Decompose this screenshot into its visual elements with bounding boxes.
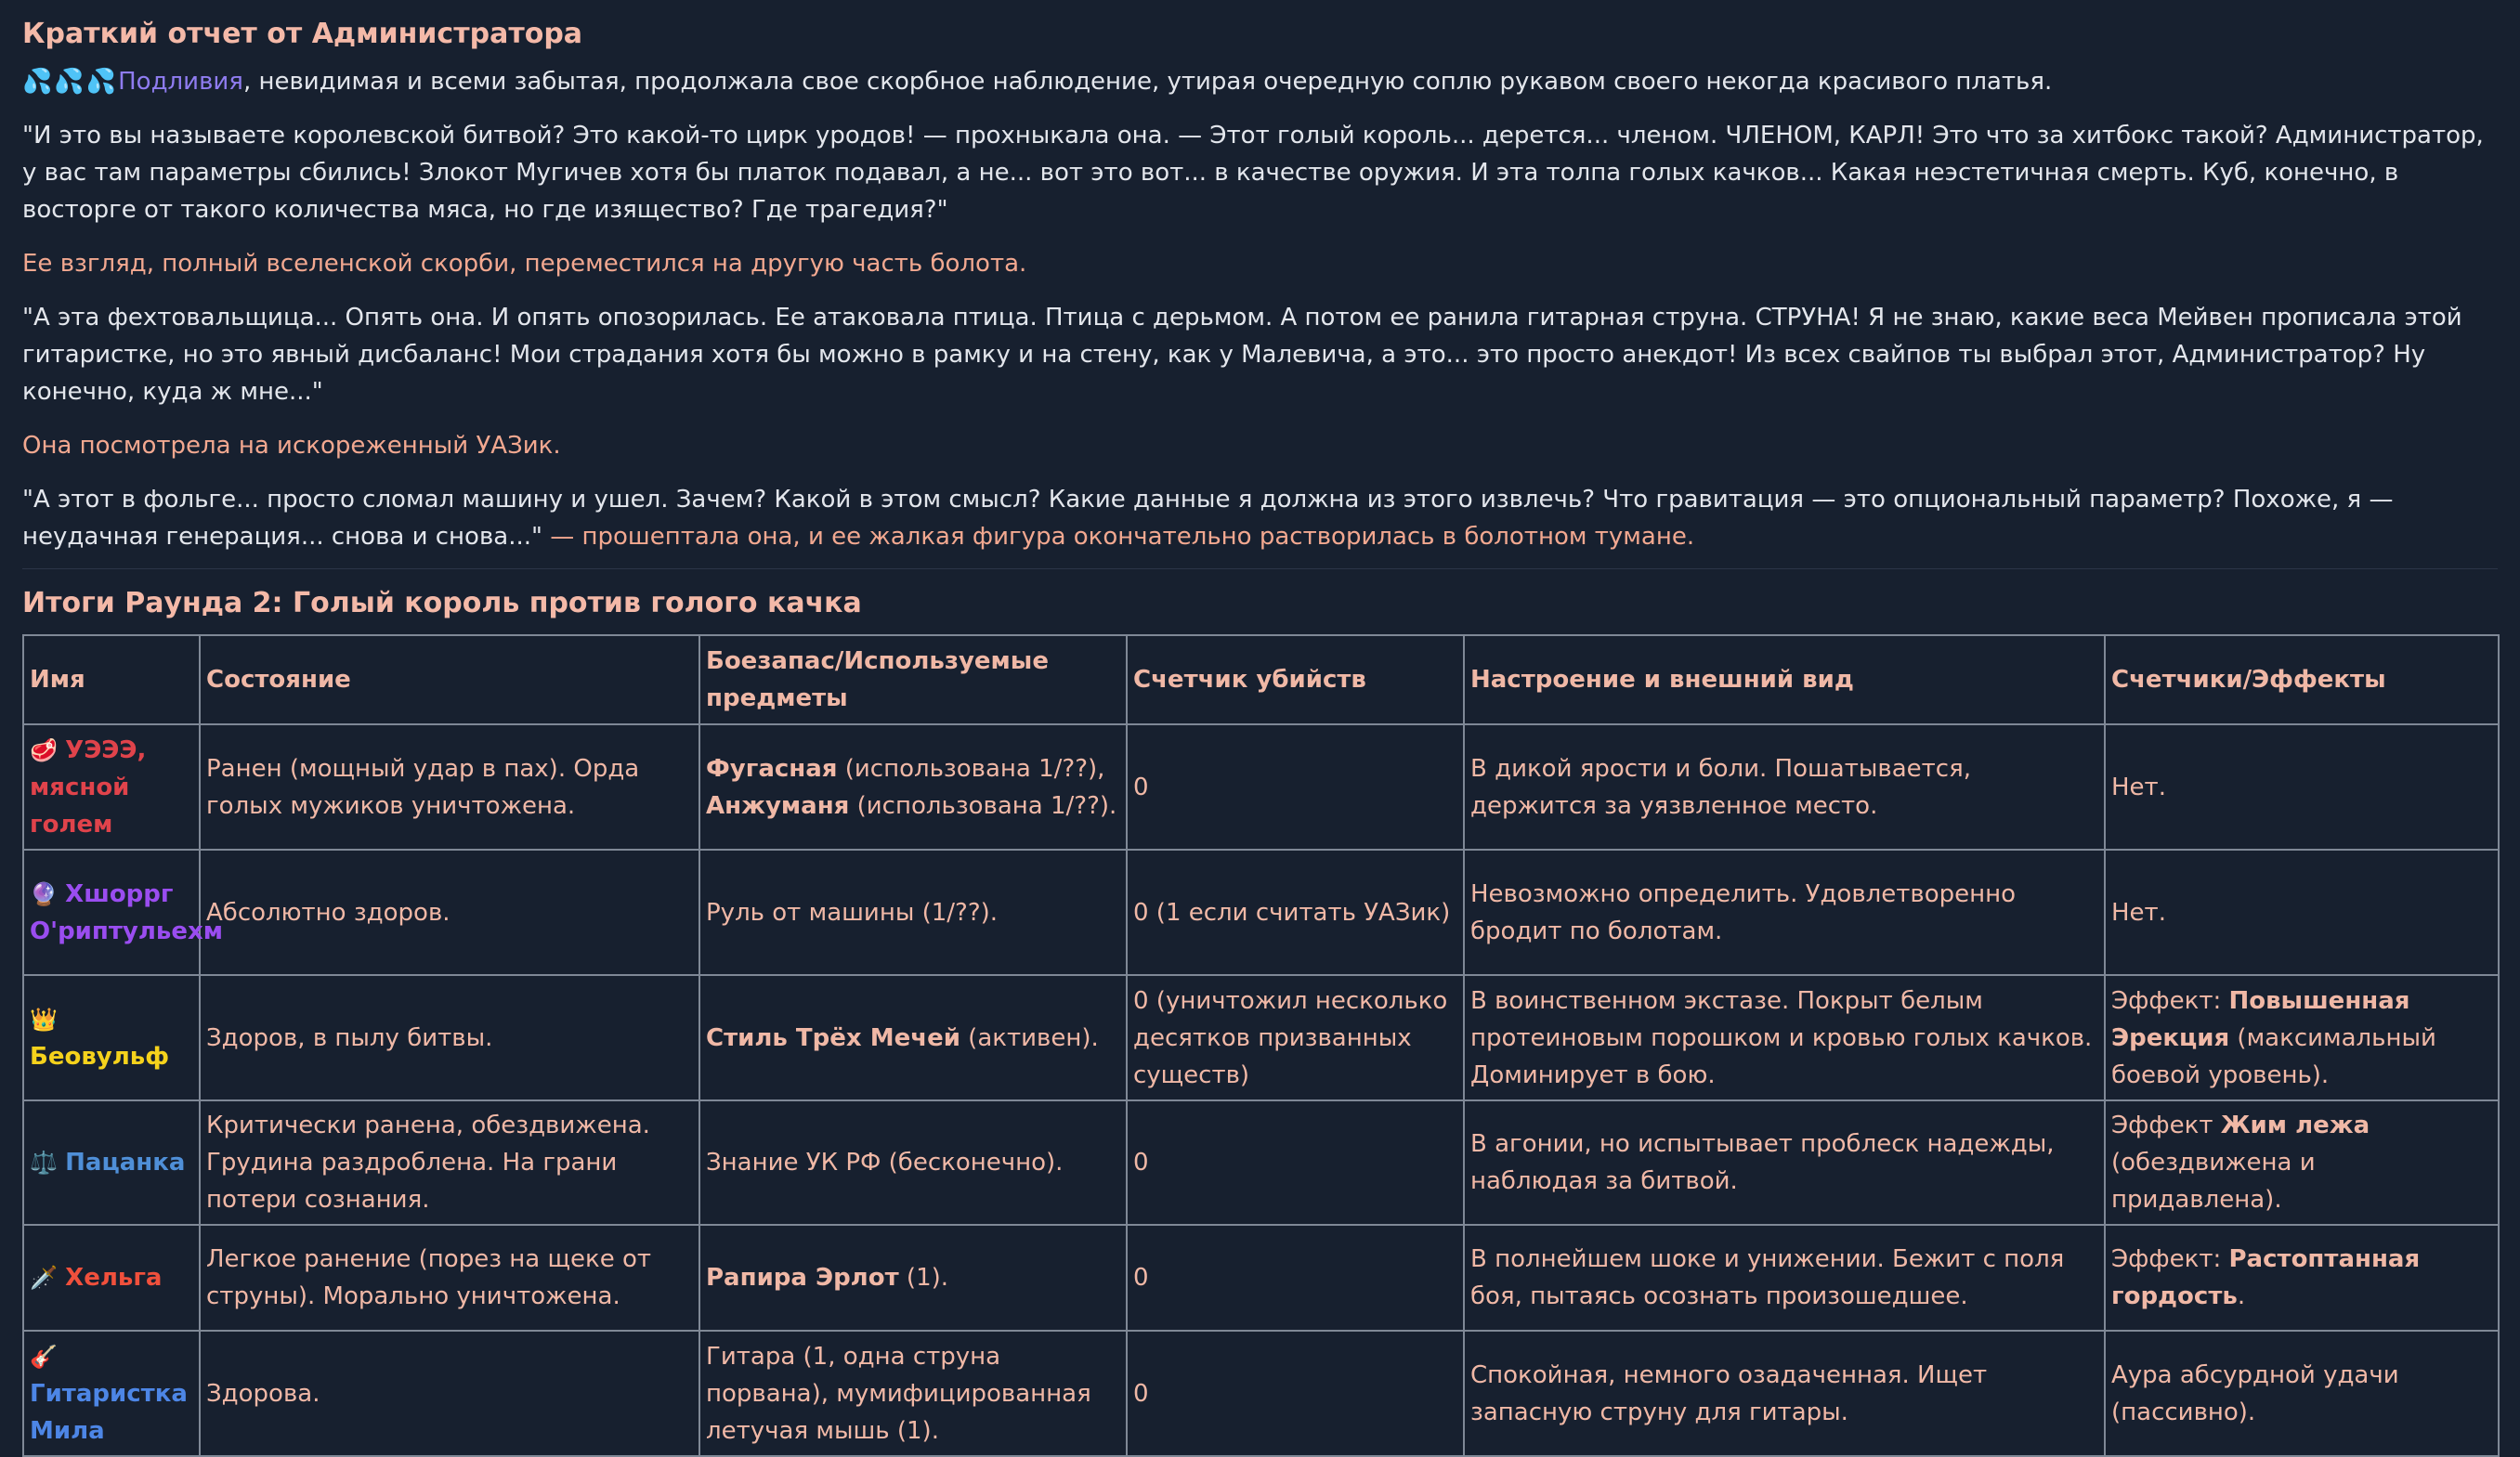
- cell-kills: 0: [1127, 1225, 1464, 1331]
- cell-mood: Невозможно определить. Удовлетворенно бродит по болотам.: [1464, 850, 2105, 975]
- scales-icon: ⚖️: [30, 1150, 58, 1176]
- cell-mood: В агонии, но испытывает проблеск надежды, наблюдая за битвой.: [1464, 1100, 2105, 1225]
- cell-effects: Эффект: Повышенная Эрекция (максимальный боевой уровень).: [2105, 975, 2499, 1100]
- table-row: [23, 975, 2499, 1100]
- podliviya-name: Подливия: [118, 68, 243, 96]
- report-paragraph-6: "А этот в фольге... просто сломал машину и ушел. Зачем? Какой в этом смысл? Какие данные я должна из этого извлечь? Что гравитация — это опциональный параметр? Похоже, я — неудачная генерация... снова и снова..." — прошептала она, и ее жалкая фигура окончательно растворилась в болотном тумане.: [22, 486, 2394, 551]
- report-paragraph-1: 💦💦💦Подливия, невидимая и всеми забытая, продолжала свое скорбное наблюдение, утирая очередную соплю рукавом своего некогда красивого платья.: [22, 68, 2053, 96]
- cell-effects: Нет.: [2105, 724, 2499, 850]
- water-drops-icon: 💦💦💦: [22, 68, 119, 96]
- cell-effects: Нет.: [2105, 850, 2499, 975]
- table-header-row: [23, 635, 2499, 724]
- cell-items: Стиль Трёх Мечей (активен).: [699, 975, 1127, 1100]
- cell-kills: 0: [1127, 1100, 1464, 1225]
- cell-mood: В воинственном экстазе. Покрыт белым протеиновым порошком и кровью голых качков. Доминирует в бою.: [1464, 975, 2105, 1100]
- cell-name: 🥩 УЭЭЭ, мясной голем: [23, 724, 200, 850]
- meat-icon: 🥩: [30, 736, 58, 763]
- cell-items: Руль от машины (1/??).: [699, 850, 1127, 975]
- header-mood: Настроение и внешний вид: [1464, 635, 2105, 724]
- cell-items: Фугасная (использована 1/??), Анжуманя (использована 1/??).: [699, 724, 1127, 850]
- results-table: [22, 634, 2500, 1457]
- cell-effects: Эффект: Растоптанная гордость.: [2105, 1225, 2499, 1331]
- section-divider: [22, 568, 2498, 569]
- table-row: [23, 724, 2499, 850]
- cell-mood: В дикой ярости и боли. Пошатывается, держится за уязвленное место.: [1464, 724, 2105, 850]
- cell-name: 👑 Беовульф: [23, 975, 200, 1100]
- dagger-icon: 🗡️: [30, 1265, 58, 1291]
- report-paragraph-3: Ее взгляд, полный вселенской скорби, переместился на другую часть болота.: [22, 250, 1027, 278]
- cell-name: ⚖️ Пацанка: [23, 1100, 200, 1225]
- table-row: [23, 1331, 2499, 1456]
- table-row: [23, 1225, 2499, 1331]
- cell-items: Знание УК РФ (бесконечно).: [699, 1100, 1127, 1225]
- header-effects: Счетчики/Эффекты: [2105, 635, 2499, 724]
- header-items: Боезапас/Используемые предметы: [699, 635, 1127, 724]
- cell-state: Критически ранена, обездвижена. Грудина раздроблена. На грани потери сознания.: [200, 1100, 699, 1225]
- crown-icon: 👑: [30, 1006, 58, 1033]
- report-paragraph-5: Она посмотрела на искореженный УАЗик.: [22, 432, 561, 460]
- cell-state: Здоров, в пылу битвы.: [200, 975, 699, 1100]
- cell-kills: 0 (1 если считать УАЗик): [1127, 850, 1464, 975]
- cell-state: Абсолютно здоров.: [200, 850, 699, 975]
- cell-mood: В полнейшем шоке и унижении. Бежит с поля боя, пытаясь осознать произошедшее.: [1464, 1225, 2105, 1331]
- cell-state: Здорова.: [200, 1331, 699, 1456]
- cell-items: Гитара (1, одна струна порвана), мумифицированная летучая мышь (1).: [699, 1331, 1127, 1456]
- cell-state: Ранен (мощный удар в пах). Орда голых мужиков уничтожена.: [200, 724, 699, 850]
- cell-name: 🔮 Хшоррг О'риптульехм: [23, 850, 200, 975]
- cell-mood: Спокойная, немного озадаченная. Ищет запасную струну для гитары.: [1464, 1331, 2105, 1456]
- cell-state: Легкое ранение (порез на щеке от струны). Морально уничтожена.: [200, 1225, 699, 1331]
- report-paragraph-2: "И это вы называете королевской битвой? Это какой-то цирк уродов! — прохныкала она. — Этот голый король... дерется... членом. ЧЛЕНОМ, КАРЛ! Это что за хитбокс такой? Администратор, у вас там параметры сбились! Злокот Мугичев хотя бы платок подавал, а не... вот это вот... в качестве оружия. И эта толпа голых качков... Какая неэстетичная смерть. Куб, конечно, в восторге от такого количества мяса, но где изящество? Где трагедия?": [22, 122, 2484, 224]
- report-title: Краткий отчет от Администратора: [22, 18, 583, 50]
- cell-name: 🎸 Гитаристка Мила: [23, 1331, 200, 1456]
- guitar-icon: 🎸: [30, 1343, 58, 1370]
- cell-effects: Аура абсурдной удачи (пассивно).: [2105, 1331, 2499, 1456]
- header-name: Имя: [23, 635, 200, 724]
- table-row: [23, 850, 2499, 975]
- cell-kills: 0: [1127, 724, 1464, 850]
- results-title: Итоги Раунда 2: Голый король против голого качка: [22, 587, 862, 619]
- crystal-ball-icon: 🔮: [30, 880, 58, 907]
- header-state: Состояние: [200, 635, 699, 724]
- table-row: [23, 1100, 2499, 1225]
- cell-effects: Эффект Жим лежа (обездвижена и придавлена).: [2105, 1100, 2499, 1225]
- cell-kills: 0 (уничтожил несколько десятков призванных существ): [1127, 975, 1464, 1100]
- report-paragraph-4: "А эта фехтовальщица... Опять она. И опять опозорилась. Ее атаковала птица. Птица с дерьмом. А потом ее ранила гитарная струна. СТРУНА! Я не знаю, какие веса Мейвен прописала этой гитаристке, но это явный дисбаланс! Мои страдания хотя бы можно в рамку и на стену, как у Малевича, а это... это просто анекдот! Из всех свайпов ты выбрал этот, Администратор? Ну конечно, куда ж мне...": [22, 304, 2462, 406]
- cell-items: Рапира Эрлот (1).: [699, 1225, 1127, 1331]
- cell-name: 🗡️ Хельга: [23, 1225, 200, 1331]
- header-kills: Счетчик убийств: [1127, 635, 1464, 724]
- cell-kills: 0: [1127, 1331, 1464, 1456]
